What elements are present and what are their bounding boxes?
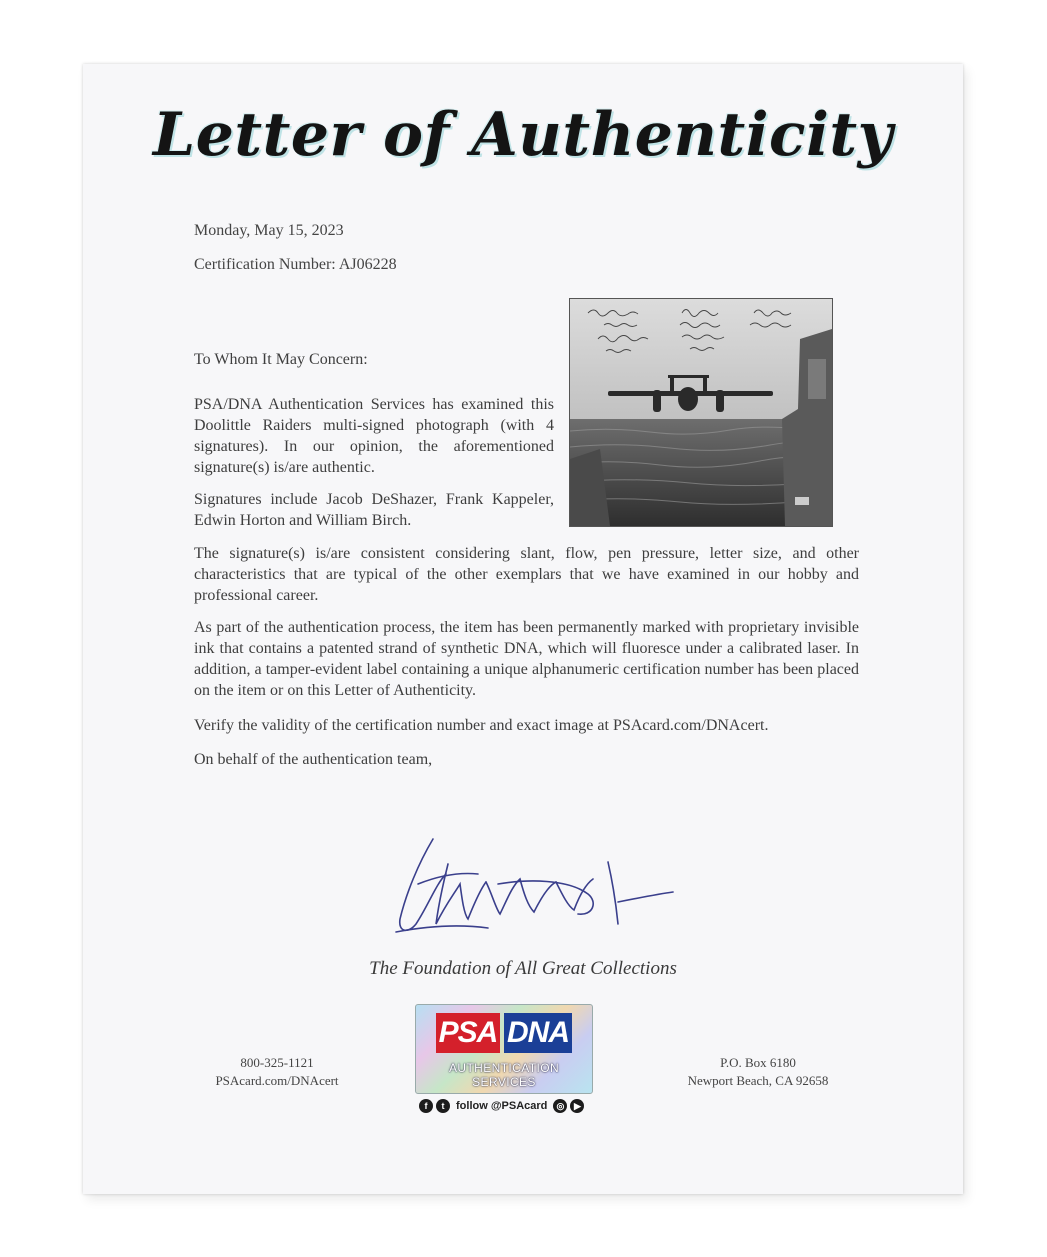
contact-right [658, 1054, 858, 1090]
paragraph-signatures: Signatures include Jacob DeShazer, Frank Kappeler, Edwin Horton and William Birch. [194, 491, 554, 529]
dna-logo-text: DNA [504, 1013, 572, 1053]
tagline: The Foundation of All Great Collections [369, 958, 677, 979]
letter-paper [83, 64, 963, 1194]
paragraph-closing: On behalf of the authentication team, [194, 751, 433, 768]
letter-title: Letter of Authenticity [153, 100, 893, 170]
instagram-icon[interactable]: ◎ [553, 1099, 567, 1113]
paragraph-verify: Verify the validity of the certification number and exact image at PSAcard.com/DNAcert. [194, 717, 769, 734]
social-follow [419, 1097, 589, 1115]
paragraph-process: As part of the authentication process, the item has been permanently marked with proprietary invisible ink that contains a patented strand of synthetic DNA, which will fluoresce under a calibrated laser. In addition, a tamper-evident label containing a unique alphanumeric certification number has been placed on the item or on this Letter of Authenticity. [194, 619, 859, 699]
paragraph-consistency: The signature(s) is/are consistent considering slant, flow, pen pressure, letter size, and other characteristics that are typical of the other exemplars that we have examined in our hobby and professional career. [194, 545, 859, 604]
youtube-icon[interactable]: ▶ [570, 1099, 584, 1113]
website-link[interactable]: PSAcard.com/DNAcert [215, 1073, 339, 1088]
follow-text: follow @PSAcard [456, 1100, 548, 1112]
facebook-icon[interactable]: f [419, 1099, 433, 1113]
certification-number: Certification Number: AJ06228 [194, 256, 397, 273]
psa-dna-logo [415, 1004, 593, 1094]
phone-number: 800-325-1121 [240, 1055, 314, 1070]
psa-logo-text: PSA [436, 1013, 500, 1053]
signed-photograph [569, 298, 833, 527]
contact-left [197, 1054, 357, 1090]
salutation: To Whom It May Concern: [194, 351, 368, 368]
paragraph-examined: PSA/DNA Authentication Services has examined this Doolittle Raiders multi-signed photograph (with 4 signatures). In our opinion, the aforementioned signature(s) is/are authentic. [194, 396, 554, 476]
po-box: P.O. Box 6180 [720, 1055, 796, 1070]
authenticator-signature [388, 824, 688, 944]
logo-subtitle: AUTHENTICATION SERVICES [448, 1061, 560, 1089]
twitter-icon[interactable]: t [436, 1099, 450, 1113]
letter-date: Monday, May 15, 2023 [194, 222, 344, 239]
city-address: Newport Beach, CA 92658 [687, 1073, 829, 1088]
